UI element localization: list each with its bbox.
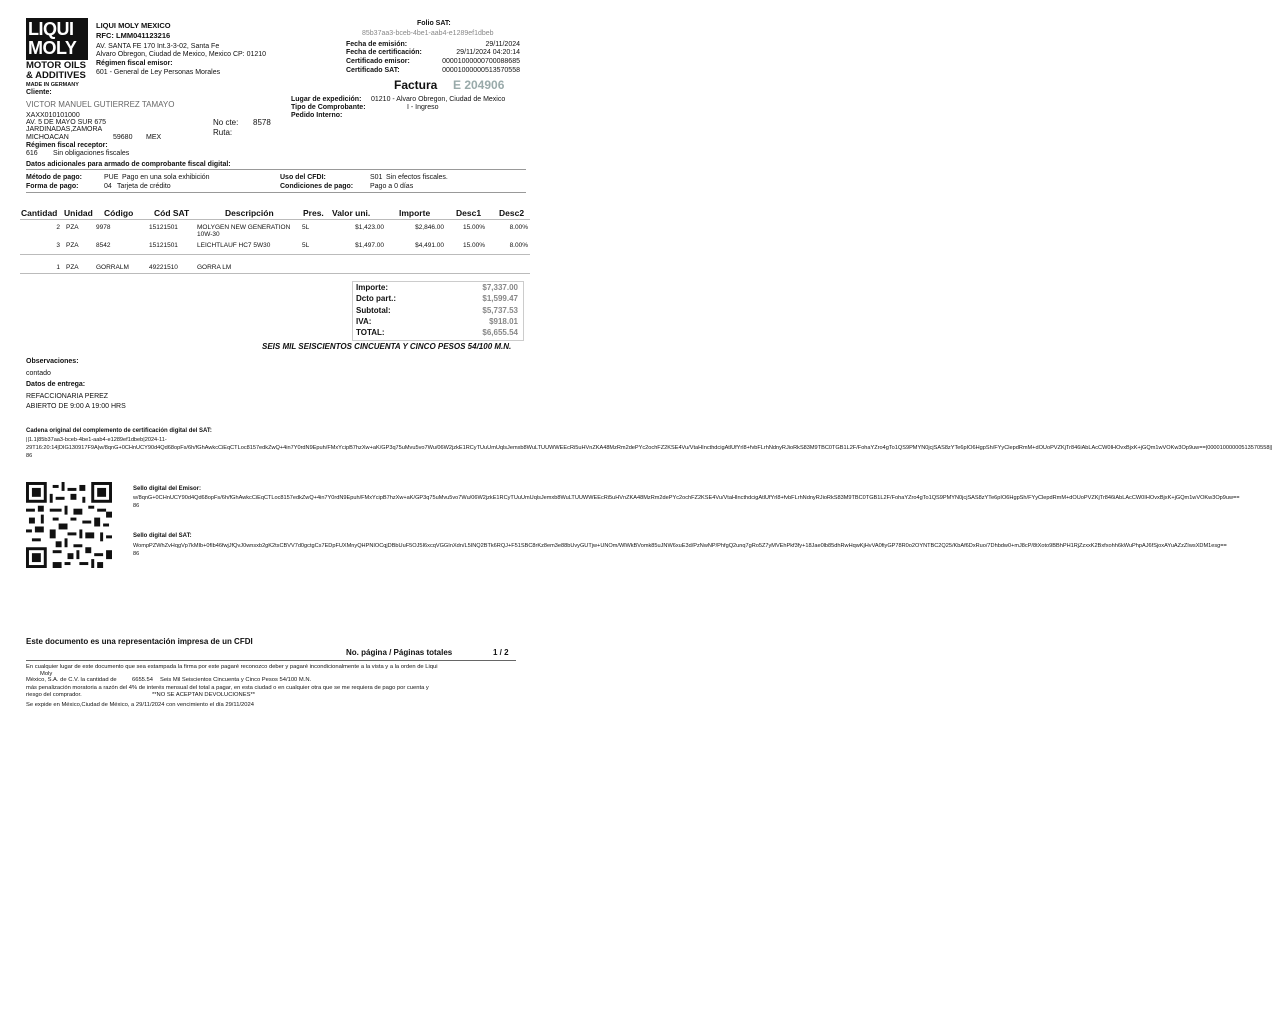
client-addr2: JARDINADAS,ZAMORA bbox=[26, 126, 103, 133]
client-addr3: MICHOACAN bbox=[26, 134, 69, 141]
delivery-line2: ABIERTO DE 9:00 A 19:00 HRS bbox=[26, 403, 126, 410]
sat-seal-label: Sello digital del SAT: bbox=[133, 533, 192, 539]
delivery-label: Datos de entrega: bbox=[26, 381, 86, 388]
cell-pres: 5L bbox=[302, 224, 310, 231]
issue-date-label: Fecha de emisión: bbox=[346, 41, 408, 48]
cfdi-representation: Este documento es una representación impresa de un CFDI bbox=[26, 637, 253, 646]
col-cod-sat: Cód SAT bbox=[154, 208, 190, 218]
pagare-line5: riesgo del comprador. bbox=[26, 692, 82, 698]
divider bbox=[26, 192, 526, 193]
invoice-title: Factura bbox=[394, 78, 438, 92]
cell-code: 9978 bbox=[96, 224, 111, 231]
sat-seal-text: WompPZWhZvHqgVp7kMIb+0fIb46fwjJfQvJ0wnsxb2gK2tsCBVV7d0gctgCs7EDpFUXMnyQHPNIOCqjDBbUuF5OJ5I6xcqVGGInXdn/L5INQ2BTk6RQJ+F51SBC8rKz8em3e88bUvyGUTjw+UNOm/WlWkBVomk85uJNW6xuE3d/PzNwNP/PhfgQ2unq7gRo5Z7yMVEhPkf3fy+18Jae0lb85dhRwHqwKjHvVA0fiyGP78R0o2OYNTBC2Q25/KbAf6DxRuo/7Dhbdw0+mJ8cP/8tXoto9BBhPH1RjZzxxK2Bxfxohh6kWuPhpAJ6fSjoxAYuAZzZIwsXDM1esg== 86 bbox=[133, 543, 1227, 557]
col-cantidad: Cantidad bbox=[21, 208, 58, 218]
cell-d2: 8.00% bbox=[509, 224, 528, 231]
cell-qty: 3 bbox=[56, 242, 60, 249]
cell-desc2: 10W-30 bbox=[197, 231, 220, 238]
cell-d2: 8.00% bbox=[509, 242, 528, 249]
cell-value: $1,423.00 bbox=[355, 224, 384, 231]
cell-amount: $4,491.00 bbox=[415, 242, 444, 249]
cell-code: 8542 bbox=[96, 242, 111, 249]
nocte-label: No cte: bbox=[213, 118, 239, 127]
cadena-text: ||1.1|85b37aa3-bceb-4be1-aab4-e1289ef1dbeb|2024-11-29T16:20:14|DIG130917F9A|w/8qnG+0CHnUCY90d4Qd68opFs/6h/fGhAwkcCiEqCTLoc8157edkZwQ+4in7Y0rdN9Epuh/FMxYcipB7hzXw+aK/GP3q75uMvu5vo7Wu/06W2jzkE1RCyTUuUmUqlsJemxb8WuLTUUWWEEcRi5uHVnZKA48MzRm2dePYc2ochFZ2KSE4Vu/VtaHIncthdcigAtlUfYrl8+fvbFLrhNdnyRJioRkS83M9TBC0TGB1L2F/FohaYZro4gTo1QS9PMYN0jcjSAS8zYTe6pIO6HgpSh/FYyClepdRmM+dOUoPVZKjTr846iAbLAcCW0IHOvxBjxK+jGQm1wVOKw3Op9uw==|00001000000513570558|| 86 bbox=[26, 437, 1272, 459]
pagare-line2: Moly bbox=[40, 671, 53, 677]
cell-pres: 5L bbox=[302, 242, 310, 249]
place-value: 01210 - Alvaro Obregon, Ciudad de Mexico bbox=[371, 96, 506, 103]
issuer-address2: Alvaro Obregon, Ciudad de Mexico, Mexico CP: 01210 bbox=[96, 51, 267, 58]
form-code: 04 bbox=[104, 183, 112, 190]
logo-line3: MOTOR OILS bbox=[26, 60, 86, 71]
cfdi-code: S01 bbox=[370, 174, 383, 181]
client-addr1: AV. 5 DE MAYO SUR 675 bbox=[26, 119, 107, 126]
pagare-words: Seis Mil Seiscientos Cincuenta y Cinco Pesos 54/100 M.N. bbox=[160, 677, 312, 683]
cert-sat-label: Certificado SAT: bbox=[346, 67, 400, 74]
divider bbox=[20, 254, 530, 255]
col-codigo: Código bbox=[104, 208, 134, 218]
order-label: Pedido Interno: bbox=[291, 112, 343, 119]
folio-sat-label: Folio SAT: bbox=[417, 20, 451, 27]
cell-sat: 15121501 bbox=[149, 242, 178, 249]
pagare-amount: 6655.54 bbox=[132, 677, 153, 683]
cell-value: $1,497.00 bbox=[355, 242, 384, 249]
cfdi-label: Uso del CFDI: bbox=[280, 174, 326, 181]
pagare-line3: México, S.A. de C.V. la cantidad de bbox=[26, 677, 117, 683]
cell-unit: PZA bbox=[66, 224, 79, 231]
pagare-line4: más penalización moratoria a razón del 4% de interés mensual del total a pagar, en esta ciudad o en cualquier otra que se me requiera de pago por cuenta y bbox=[26, 685, 429, 691]
method-code: PUE bbox=[104, 174, 119, 181]
cell-d1: 15.00% bbox=[462, 224, 485, 231]
divider bbox=[26, 169, 526, 170]
client-country: MEX bbox=[146, 134, 162, 141]
cond-label: Condiciones de pago: bbox=[280, 183, 354, 190]
cell-qty: 2 bbox=[56, 224, 60, 231]
dcto-value: $1,599.47 bbox=[482, 294, 518, 303]
importe-label: Importe: bbox=[356, 283, 388, 292]
col-valor-uni: Valor uni. bbox=[332, 208, 371, 218]
invoice-number: E 204906 bbox=[453, 78, 505, 92]
cell-amount: $2,846.00 bbox=[415, 224, 444, 231]
qr-code-icon bbox=[26, 482, 112, 568]
cell-d1: 15.00% bbox=[462, 242, 485, 249]
type-label: Tipo de Comprobante: bbox=[291, 104, 366, 111]
logo-line5: MADE IN GERMANY bbox=[26, 82, 79, 88]
cond-value: Pago a 0 días bbox=[370, 183, 414, 190]
col-desc1: Desc1 bbox=[456, 208, 482, 218]
client-cp: 59680 bbox=[113, 134, 133, 141]
issuer-address1: AV. SANTA FE 170 Int.3-3-02, Santa Fe bbox=[96, 43, 220, 50]
total-in-words: SEIS MIL SEISCIENTOS CINCUENTA Y CINCO PESOS 54/100 M.N. bbox=[262, 342, 512, 351]
client-rfc: XAXX010101000 bbox=[26, 112, 80, 119]
total-label: TOTAL: bbox=[356, 328, 385, 337]
client-label: Cliente: bbox=[26, 89, 52, 96]
divider bbox=[20, 219, 530, 220]
ruta-label: Ruta: bbox=[213, 128, 233, 137]
form-value: Tarjeta de crédito bbox=[117, 183, 171, 190]
cell-unit: PZA bbox=[66, 242, 79, 249]
cell-desc: LEICHTLAUF HC7 5W30 bbox=[197, 242, 271, 249]
obs-value: contado bbox=[26, 370, 51, 377]
cell-unit: PZA bbox=[66, 264, 79, 271]
importe-value: $7,337.00 bbox=[482, 283, 518, 292]
issuer-regime-value: 601 - General de Ley Personas Morales bbox=[96, 69, 221, 76]
place-label: Lugar de expedición: bbox=[291, 96, 362, 103]
subtotal-label: Subtotal: bbox=[356, 306, 391, 315]
additional-header: Datos adicionales para armado de comprobante fiscal digital: bbox=[26, 161, 231, 168]
cert-emisor-value: 00001000000700088685 bbox=[442, 58, 520, 65]
client-name: VICTOR MANUEL GUTIERREZ TAMAYO bbox=[26, 100, 175, 109]
emisor-seal-text: w/8qnG+0CHnUCY90d4Qd68opFs/6h/fGhAwkcCiEqCTLoc8157edkZwQ+4in7Y0rdN9Epuh/FMxYcipB7hzXw+aK/GP3q75uMvu5vo7Wu/06W2jzkE1RCyTUuUmUqlsJemxb8WuLTUUWWEEcRi5uHVnZKA48MzRm2dePYc2ochFZ2KSE4Vu/VtaHIncthdcigAtlUfYrl8+fvbFLrhNdnyRJioRkS83M9TBC0TGB1L2F/FohaYZro4gTo1QS9PMYN0jcjSAS8zYTe6pIO6HgpSh/FYyClepdRmM+dOUoPVZKjTr846iAbLAcCW0IHOvxBjxK+jGQm1wVOKw3Op9uw== 86 bbox=[133, 495, 1240, 509]
issuer-name: LIQUI MOLY MEXICO bbox=[96, 21, 171, 30]
cell-code: GORRALM bbox=[96, 264, 129, 271]
delivery-line1: REFACCIONARIA PEREZ bbox=[26, 393, 109, 400]
emisor-seal-label: Sello digital del Emisor: bbox=[133, 486, 202, 492]
client-regime-label: Régimen fiscal receptor: bbox=[26, 142, 108, 149]
nocte-value: 8578 bbox=[253, 118, 271, 127]
no-returns: **NO SE ACEPTAN DEVOLUCIONES** bbox=[152, 692, 255, 698]
cert-date-value: 29/11/2024 04:20:14 bbox=[456, 49, 520, 56]
cell-desc: MOLYGEN NEW GENERATION bbox=[197, 224, 291, 231]
folio-sat-value: 85b37aa3-bceb-4be1-aab4-e1289ef1dbeb bbox=[362, 30, 494, 37]
cadena-label: Cadena original del complemento de certificación digital del SAT: bbox=[26, 428, 212, 434]
method-value: Pago en una sola exhibición bbox=[122, 174, 210, 181]
cert-sat-value: 00001000000513570558 bbox=[442, 67, 520, 74]
iva-label: IVA: bbox=[356, 317, 372, 326]
type-value: I - Ingreso bbox=[407, 104, 439, 111]
col-desc2: Desc2 bbox=[499, 208, 525, 218]
cert-emisor-label: Certificado emisor: bbox=[346, 58, 410, 65]
col-unidad: Unidad bbox=[64, 208, 93, 218]
col-pres: Pres. bbox=[303, 208, 324, 218]
client-regime-value: Sin obligaciones fiscales bbox=[53, 150, 130, 157]
method-label: Método de pago: bbox=[26, 174, 82, 181]
cfdi-value: Sin efectos fiscales. bbox=[386, 174, 448, 181]
iva-value: $918.01 bbox=[489, 317, 518, 326]
total-value: $6,655.54 bbox=[482, 328, 518, 337]
divider bbox=[26, 660, 516, 661]
liqui-moly-logo bbox=[26, 18, 88, 88]
col-descripcion: Descripción bbox=[225, 208, 274, 218]
issuer-regime-label: Régimen fiscal emisor: bbox=[96, 60, 173, 67]
cell-qty: 1 bbox=[56, 264, 60, 271]
form-label: Forma de pago: bbox=[26, 183, 79, 190]
cell-sat: 49221510 bbox=[149, 264, 178, 271]
dcto-label: Dcto part.: bbox=[356, 294, 396, 303]
issuer-rfc: RFC: LMM041123216 bbox=[96, 31, 171, 40]
pagare-line1: En cualquier lugar de este documento que sea estampada la firma por este pagaré reconozco deber y pagaré incondicionalmente a la vista y a la orden de Liqui bbox=[26, 664, 438, 670]
subtotal-value: $5,737.53 bbox=[482, 306, 518, 315]
logo-line4: & ADDITIVES bbox=[26, 70, 86, 81]
logo-line1: LIQUI bbox=[28, 19, 74, 39]
logo-tagline bbox=[26, 61, 86, 81]
cert-date-label: Fecha de certificación: bbox=[346, 49, 422, 56]
expedite-line: Se expide en México,Ciudad de México, a 29/11/2024 con vencimiento el día 29/11/2024 bbox=[26, 702, 254, 708]
pages-label: No. página / Páginas totales bbox=[346, 648, 453, 657]
col-importe: Importe bbox=[399, 208, 431, 218]
divider bbox=[20, 273, 530, 274]
obs-label: Observaciones: bbox=[26, 358, 79, 365]
logo-line2: MOLY bbox=[28, 38, 77, 58]
pages-value: 1 / 2 bbox=[493, 648, 509, 657]
cell-desc: GORRA LM bbox=[197, 264, 232, 271]
issue-date-value: 29/11/2024 bbox=[485, 41, 520, 48]
client-regime-code: 616 bbox=[26, 150, 38, 157]
cell-sat: 15121501 bbox=[149, 224, 178, 231]
